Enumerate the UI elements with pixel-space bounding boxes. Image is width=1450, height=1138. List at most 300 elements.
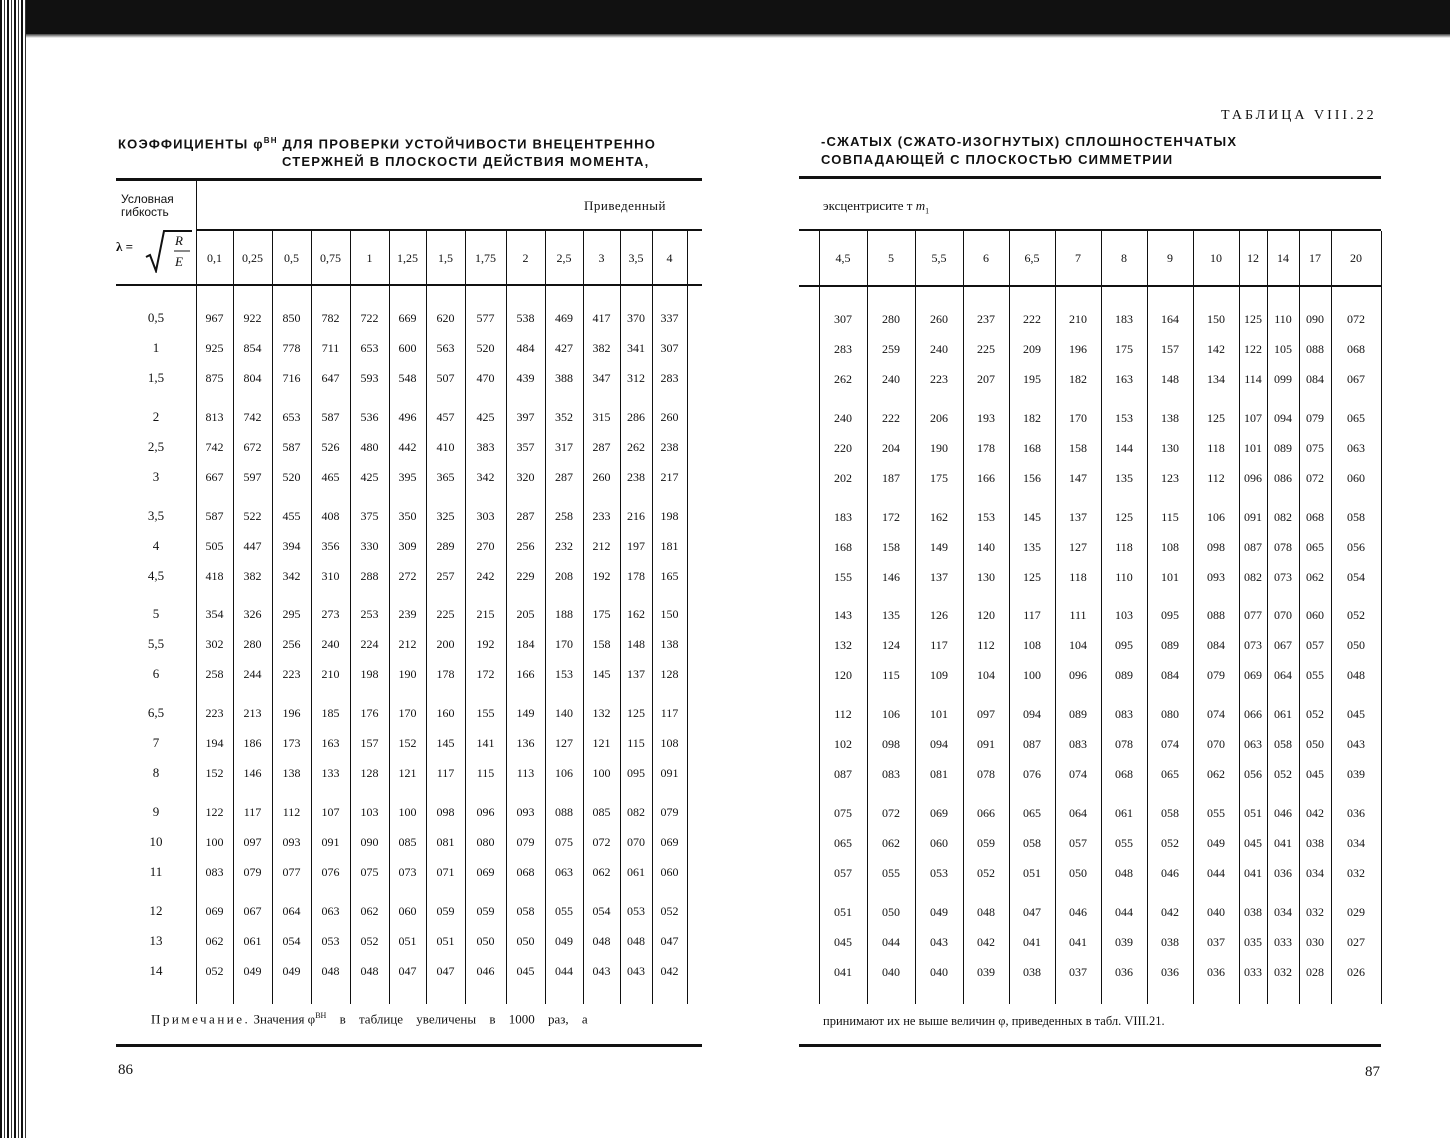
table-cell: 049 <box>930 905 948 919</box>
column-header: 1,75 <box>475 251 496 265</box>
table-cell: 149 <box>930 540 948 554</box>
table-cell: 082 <box>1244 570 1262 584</box>
table-cell: 095 <box>1161 608 1179 622</box>
table-cell: 060 <box>1347 471 1365 485</box>
table-cell: 496 <box>398 410 417 424</box>
table-cell: 216 <box>627 509 645 523</box>
table-cell: 058 <box>1161 806 1179 820</box>
table-cell: 123 <box>1161 471 1179 485</box>
table-cell: 425 <box>360 470 379 484</box>
table-cell: 470 <box>476 371 495 385</box>
header-reduced: Приведенный <box>584 198 666 213</box>
table-cell: 054 <box>592 904 611 918</box>
table-cell: 067 <box>1347 372 1365 386</box>
table-cell: 330 <box>360 539 379 553</box>
table-cell: 287 <box>516 509 535 523</box>
table-cell: 113 <box>516 766 535 780</box>
table-cell: 160 <box>436 706 455 720</box>
lambda-value: 4 <box>152 538 160 553</box>
table-cell: 383 <box>476 440 495 454</box>
table-cell: 130 <box>1161 441 1179 455</box>
table-cell: 138 <box>660 637 679 651</box>
table-cell: 096 <box>1069 668 1087 682</box>
table-cell: 253 <box>360 607 379 621</box>
right-title-line1: -СЖАТЫХ (СЖАТО-ИЗОГНУТЫХ) СПЛОШНОСТЕНЧАТЫХ <box>821 134 1238 149</box>
table-cell: 042 <box>977 935 995 949</box>
table-cell: 259 <box>882 342 900 356</box>
table-cell: 048 <box>321 964 340 978</box>
table-cell: 076 <box>1023 767 1041 781</box>
column-header: 5,5 <box>931 251 947 265</box>
column-header: 1 <box>366 251 373 265</box>
table-cell: 086 <box>1274 471 1292 485</box>
table-cell: 127 <box>555 736 573 750</box>
right-title-line2: СОВПАДАЮЩЕЙ С ПЛОСКОСТЬЮ СИММЕТРИИ <box>821 152 1174 167</box>
table-cell: 050 <box>476 934 495 948</box>
table-cell: 258 <box>555 509 573 523</box>
lambda-value: 14 <box>149 963 163 978</box>
table-cell: 138 <box>282 766 301 780</box>
left-title-line1 <box>118 136 656 151</box>
table-cell: 223 <box>282 667 301 681</box>
table-cell: 039 <box>1347 767 1365 781</box>
table-cell: 155 <box>834 570 852 584</box>
lambda-value: 5 <box>152 606 160 621</box>
table-cell: 196 <box>1069 342 1087 356</box>
table-cell: 094 <box>1023 707 1041 721</box>
table-cell: 046 <box>476 964 495 978</box>
table-cell: 048 <box>360 964 379 978</box>
table-cell: 093 <box>1207 570 1225 584</box>
table-cell: 117 <box>930 638 948 652</box>
table-cell: 153 <box>555 667 573 681</box>
table-cell: 356 <box>321 539 340 553</box>
table-cell: 079 <box>1306 411 1324 425</box>
table-cell: 109 <box>930 668 948 682</box>
table-cell: 079 <box>1207 668 1225 682</box>
table-cell: 045 <box>834 935 852 949</box>
table-cell: 036 <box>1347 806 1365 820</box>
table-cell: 150 <box>660 607 679 621</box>
column-header: 6,5 <box>1024 251 1040 265</box>
table-cell: 597 <box>243 470 262 484</box>
table-cell: 260 <box>660 410 679 424</box>
right-header-rule <box>799 229 1381 231</box>
table-cell: 439 <box>516 371 535 385</box>
table-cell: 050 <box>882 905 900 919</box>
table-cell: 115 <box>476 766 495 780</box>
table-cell: 118 <box>1115 540 1133 554</box>
table-cell: 111 <box>1069 608 1087 622</box>
table-cell: 121 <box>592 736 611 750</box>
table-cell: 240 <box>930 342 948 356</box>
header-E: E <box>175 254 183 269</box>
table-cell: 040 <box>930 965 948 979</box>
table-cell: 058 <box>1274 737 1292 751</box>
table-cell: 192 <box>476 637 495 651</box>
lambda-value: 7 <box>152 735 160 750</box>
table-cell: 064 <box>282 904 301 918</box>
table-cell: 176 <box>360 706 379 720</box>
table-cell: 032 <box>1274 965 1292 979</box>
table-cell: 043 <box>1347 737 1365 751</box>
table-cell: 716 <box>282 371 301 385</box>
table-cell: 063 <box>1244 737 1262 751</box>
table-cell: 098 <box>1207 540 1225 554</box>
table-cell: 260 <box>592 470 611 484</box>
table-cell: 196 <box>282 706 301 720</box>
table-cell: 152 <box>398 736 417 750</box>
table-cell: 195 <box>1023 372 1041 386</box>
table-cell: 207 <box>977 372 995 386</box>
left-top-rule <box>116 178 702 181</box>
table-cell: 048 <box>592 934 611 948</box>
table-cell: 058 <box>1347 510 1365 524</box>
table-cell: 067 <box>1274 638 1292 652</box>
table-cell: 303 <box>476 509 495 523</box>
table-cell: 165 <box>660 569 679 583</box>
table-cell: 257 <box>436 569 455 583</box>
table-cell: 342 <box>282 569 301 583</box>
table-cell: 128 <box>660 667 679 681</box>
table-cell: 222 <box>1023 312 1041 326</box>
table-cell: 065 <box>1161 767 1179 781</box>
table-cell: 310 <box>321 569 340 583</box>
table-cell: 166 <box>516 667 535 681</box>
table-cell: 062 <box>360 904 379 918</box>
table-cell: 145 <box>592 667 611 681</box>
table-cell: 106 <box>882 707 900 721</box>
left-bottom-rule <box>116 1044 702 1047</box>
table-cell: 238 <box>627 470 645 484</box>
table-cell: 036 <box>1115 965 1133 979</box>
table-cell: 052 <box>1161 836 1179 850</box>
table-cell: 286 <box>627 410 645 424</box>
lambda-value: 9 <box>152 804 160 819</box>
column-header: 12 <box>1247 251 1259 265</box>
table-cell: 084 <box>1306 372 1324 386</box>
table-cell: 197 <box>627 539 645 553</box>
table-cell: 049 <box>243 964 262 978</box>
table-cell: 148 <box>627 637 645 651</box>
table-cell: 162 <box>930 510 948 524</box>
table-cell: 190 <box>398 667 417 681</box>
table-cell: 480 <box>360 440 379 454</box>
table-cell: 158 <box>1069 441 1087 455</box>
table-cell: 033 <box>1274 935 1292 949</box>
table-cell: 209 <box>1023 342 1041 356</box>
table-cell: 778 <box>282 341 301 355</box>
table-cell: 223 <box>205 706 224 720</box>
table-cell: 052 <box>660 904 679 918</box>
column-header: 3,5 <box>628 251 644 265</box>
table-cell: 087 <box>1023 737 1041 751</box>
table-cell: 062 <box>1207 767 1225 781</box>
table-cell: 237 <box>977 312 995 326</box>
table-cell: 039 <box>977 965 995 979</box>
table-cell: 125 <box>1023 570 1041 584</box>
table-cell: 099 <box>1274 372 1292 386</box>
table-cell: 106 <box>1207 510 1225 524</box>
note-label: Примечание. <box>151 1011 251 1027</box>
table-cell: 130 <box>977 570 995 584</box>
table-cell: 101 <box>1244 441 1262 455</box>
table-cell: 442 <box>398 440 417 454</box>
table-cell: 043 <box>592 964 611 978</box>
table-cell: 242 <box>476 569 495 583</box>
ecc-m-sub: 1 <box>925 206 930 216</box>
table-cell: 073 <box>1274 570 1292 584</box>
right-note: принимают их не выше величин φ, приведенных в табл. VIII.21. <box>823 1014 1165 1028</box>
table-cell: 096 <box>476 805 495 819</box>
table-cell: 069 <box>660 835 679 849</box>
table-cell: 052 <box>360 934 379 948</box>
title-text: КОЭФФИЦИЕНТЫ φ <box>118 136 264 152</box>
table-cell: 081 <box>930 767 948 781</box>
table-cell: 071 <box>436 865 455 879</box>
table-cell: 127 <box>1069 540 1087 554</box>
table-cell: 350 <box>398 509 417 523</box>
table-cell: 118 <box>1069 570 1087 584</box>
table-cell: 168 <box>834 540 852 554</box>
table-cell: 185 <box>321 706 340 720</box>
lambda-value: 10 <box>149 834 163 849</box>
table-cell: 388 <box>555 371 573 385</box>
table-cell: 224 <box>360 637 379 651</box>
table-cell: 382 <box>592 341 611 355</box>
table-cell: 287 <box>555 470 573 484</box>
table-cell: 137 <box>627 667 645 681</box>
table-cell: 057 <box>834 866 852 880</box>
table-cell: 507 <box>436 371 455 385</box>
table-cell: 125 <box>1207 411 1225 425</box>
table-cell: 032 <box>1347 866 1365 880</box>
table-cell: 163 <box>1115 372 1133 386</box>
table-cell: 045 <box>516 964 535 978</box>
column-header: 9 <box>1167 251 1173 265</box>
table-cell: 077 <box>1244 608 1262 622</box>
lambda-value: 5,5 <box>147 636 165 651</box>
table-cell: 577 <box>476 311 495 325</box>
table-cell: 078 <box>1115 737 1133 751</box>
table-cell: 069 <box>1244 668 1262 682</box>
sqrt-icon <box>144 227 194 273</box>
table-cell: 095 <box>627 766 645 780</box>
table-cell: 124 <box>882 638 900 652</box>
table-cell: 341 <box>627 341 645 355</box>
table-cell: 352 <box>555 410 573 424</box>
table-cell: 152 <box>205 766 224 780</box>
table-cell: 059 <box>977 836 995 850</box>
table-cell: 256 <box>516 539 535 553</box>
table-cell: 272 <box>398 569 417 583</box>
table-cell: 186 <box>243 736 262 750</box>
table-cell: 133 <box>321 766 340 780</box>
table-cell: 162 <box>627 607 645 621</box>
table-cell: 223 <box>930 372 948 386</box>
title-text-rest: ДЛЯ ПРОВЕРКИ УСТОЙЧИВОСТИ ВНЕЦЕНТРЕННО <box>277 136 657 152</box>
table-cell: 041 <box>834 965 852 979</box>
table-cell: 108 <box>660 736 679 750</box>
table-cell: 058 <box>1023 836 1041 850</box>
table-cell: 082 <box>627 805 645 819</box>
table-cell: 125 <box>627 706 645 720</box>
table-cell: 048 <box>1347 668 1365 682</box>
table-cell: 108 <box>1023 638 1041 652</box>
table-cell: 043 <box>627 964 645 978</box>
table-cell: 194 <box>205 736 224 750</box>
table-cell: 084 <box>1207 638 1225 652</box>
table-cell: 620 <box>436 311 455 325</box>
table-cell: 122 <box>1244 342 1262 356</box>
table-cell: 107 <box>321 805 340 819</box>
table-cell: 164 <box>1161 312 1179 326</box>
table-cell: 037 <box>1207 935 1225 949</box>
ecc-m: m <box>915 198 926 213</box>
table-cell: 173 <box>282 736 301 750</box>
table-cell: 202 <box>834 471 852 485</box>
table-cell: 094 <box>930 737 948 751</box>
table-cell: 050 <box>516 934 535 948</box>
table-cell: 178 <box>627 569 645 583</box>
table-cell: 053 <box>627 904 645 918</box>
column-header: 7 <box>1075 251 1081 265</box>
table-cell: 149 <box>516 706 535 720</box>
table-cell: 370 <box>627 311 645 325</box>
table-cell: 047 <box>1023 905 1041 919</box>
table-cell: 070 <box>1207 737 1225 751</box>
table-cell: 132 <box>834 638 852 652</box>
table-cell: 070 <box>627 835 645 849</box>
table-cell: 074 <box>1161 737 1179 751</box>
table-cell: 184 <box>516 637 535 651</box>
table-cell: 063 <box>1347 441 1365 455</box>
table-cell: 143 <box>834 608 852 622</box>
table-cell: 922 <box>243 311 262 325</box>
column-header: 2 <box>522 251 529 265</box>
table-cell: 538 <box>516 311 535 325</box>
table-cell: 056 <box>1244 767 1262 781</box>
table-cell: 050 <box>1069 866 1087 880</box>
table-cell: 112 <box>977 638 995 652</box>
table-cell: 036 <box>1207 965 1225 979</box>
table-cell: 240 <box>834 411 852 425</box>
table-cell: 925 <box>205 341 224 355</box>
table-cell: 063 <box>321 904 340 918</box>
table-cell: 141 <box>476 736 495 750</box>
table-cell: 080 <box>476 835 495 849</box>
table-cell: 055 <box>1207 806 1225 820</box>
table-cell: 083 <box>882 767 900 781</box>
table-cell: 089 <box>1069 707 1087 721</box>
table-cell: 280 <box>243 637 262 651</box>
table-cell: 042 <box>1161 905 1179 919</box>
table-cell: 522 <box>243 509 262 523</box>
table-cell: 094 <box>1274 411 1292 425</box>
table-cell: 258 <box>205 667 224 681</box>
table-cell: 172 <box>882 510 900 524</box>
note-text-b: в таблице увеличены в 1000 раз, а <box>326 1011 588 1027</box>
table-cell: 205 <box>516 607 535 621</box>
table-cell: 026 <box>1347 965 1365 979</box>
table-cell: 307 <box>660 341 679 355</box>
table-cell: 198 <box>360 667 379 681</box>
table-cell: 427 <box>555 341 573 355</box>
table-cell: 045 <box>1244 836 1262 850</box>
table-cell: 033 <box>1244 965 1262 979</box>
table-cell: 158 <box>882 540 900 554</box>
table-cell: 066 <box>1244 707 1262 721</box>
table-cell: 145 <box>1023 510 1041 524</box>
table-cell: 418 <box>205 569 224 583</box>
table-cell: 041 <box>1069 935 1087 949</box>
table-cell: 078 <box>977 767 995 781</box>
table-cell: 465 <box>321 470 340 484</box>
table-cell: 038 <box>1023 965 1041 979</box>
table-cell: 653 <box>360 341 379 355</box>
table-cell: 854 <box>243 341 262 355</box>
table-cell: 079 <box>516 835 535 849</box>
table-cell: 047 <box>436 964 455 978</box>
table-cell: 163 <box>321 736 340 750</box>
table-cell: 043 <box>930 935 948 949</box>
table-cell: 175 <box>930 471 948 485</box>
table-cell: 117 <box>1023 608 1041 622</box>
column-header: 6 <box>983 251 989 265</box>
table-cell: 069 <box>476 865 495 879</box>
table-cell: 137 <box>1069 510 1087 524</box>
table-cell: 193 <box>977 411 995 425</box>
table-cell: 782 <box>321 311 340 325</box>
table-cell: 072 <box>882 806 900 820</box>
table-cell: 091 <box>977 737 995 751</box>
table-cell: 028 <box>1306 965 1324 979</box>
table-cell: 112 <box>282 805 301 819</box>
table-cell: 115 <box>627 736 645 750</box>
table-cell: 054 <box>282 934 301 948</box>
table-cell: 100 <box>1023 668 1041 682</box>
table-cell: 034 <box>1306 866 1324 880</box>
table-cell: 128 <box>360 766 379 780</box>
table-cell: 326 <box>243 607 262 621</box>
table-cell: 036 <box>1161 965 1179 979</box>
table-cell: 038 <box>1161 935 1179 949</box>
table-cell: 046 <box>1274 806 1292 820</box>
table-cell: 104 <box>977 668 995 682</box>
table-cell: 110 <box>1115 570 1133 584</box>
table-cell: 134 <box>1207 372 1225 386</box>
table-cell: 273 <box>321 607 340 621</box>
lambda-value: 12 <box>149 903 163 918</box>
lambda-value: 1,5 <box>147 370 165 385</box>
table-cell: 051 <box>436 934 455 948</box>
header-R: R <box>175 233 183 248</box>
table-cell: 029 <box>1347 905 1365 919</box>
table-cell: 075 <box>1306 441 1324 455</box>
table-cell: 060 <box>398 904 417 918</box>
table-cell: 187 <box>882 471 900 485</box>
column-header: 0,25 <box>242 251 263 265</box>
table-cell: 058 <box>516 904 535 918</box>
table-cell: 034 <box>1347 836 1365 850</box>
table-cell: 055 <box>1115 836 1133 850</box>
table-cell: 397 <box>516 410 535 424</box>
table-cell: 050 <box>1306 737 1324 751</box>
table-cell: 711 <box>321 341 340 355</box>
table-cell: 875 <box>205 371 224 385</box>
table-cell: 052 <box>1347 608 1365 622</box>
table-cell: 085 <box>592 805 611 819</box>
